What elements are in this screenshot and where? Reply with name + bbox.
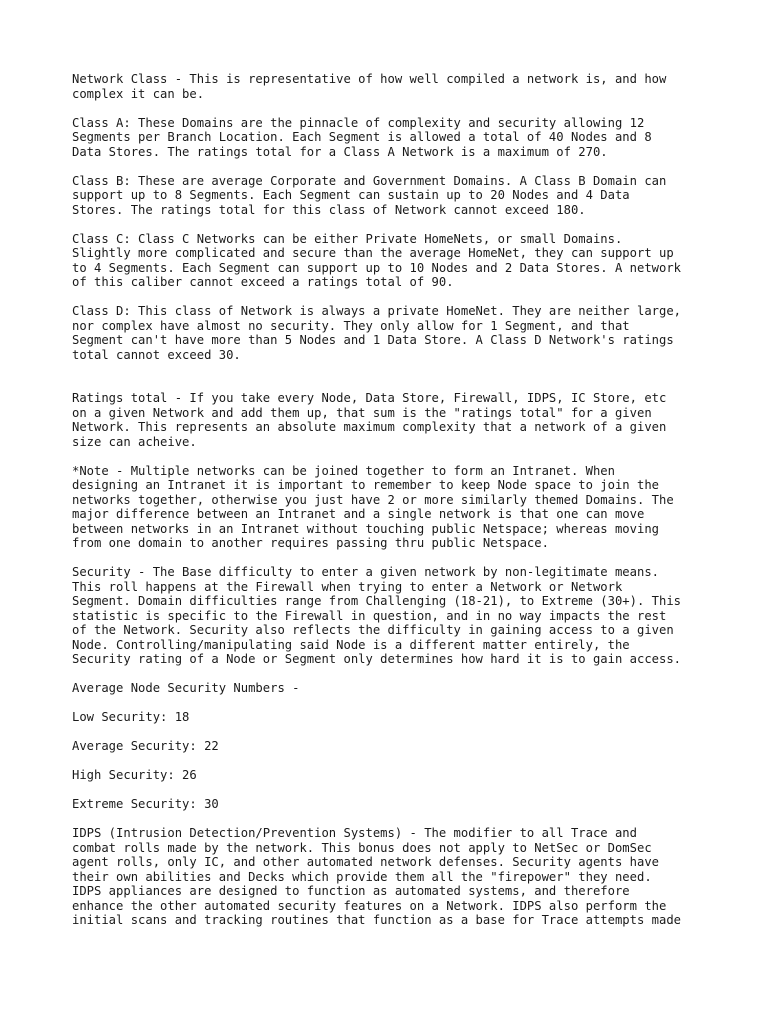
paragraph-class-a: Class A: These Domains are the pinnacle of complexity and security allowing 12 Segments per Branch Location. Each Segment is allowed a total of 40 Nodes and 8 Data Stores. The ratings total for a Class A Network is a maximum of 270. [72, 115, 652, 159]
paragraph-class-c: Class C: Class C Networks can be either Private HomeNets, or small Domains. Slightly more complicated and secure than the average HomeNet, they can support up to 4 Segments. Each Segment can support up to 10 Nodes and 2 Data Stores. A network of this caliber cannot exceed a ratings total of 90. [72, 231, 682, 289]
paragraph-security: Security - The Base difficulty to enter a given network by non-legitimate means. This roll happens at the Firewall when trying to enter a Network or Network Segment. Domain difficulties range from Challenging (18-21), to Extreme (30+). This statistic is specific to the Firewall in question, and in no way impacts the rest of the Network. Security also reflects the difficulty in gaining access to a given Node. Controlling/manipulating said Node is a different matter entirely, the Security rating of a Node or Segment only determines how hard it is to gain access. [72, 565, 682, 666]
paragraph-average-security: Average Security: 22 [72, 739, 219, 753]
paragraph-idps: IDPS (Intrusion Detection/Prevention Systems) - The modifier to all Trace and combat rolls made by the network. This bonus does not apply to NetSec or DomSec agent rolls, only IC, and other automated network defenses. Security agents have their own abilities and Decks which provide them all the "firepower" they need. IDPS appliances are designed to function as automated systems, and therefore enhance the other automated security features on a Network. IDPS also perform the initial scans and tracking routines that function as a base for Trace attempts made [72, 826, 682, 927]
paragraph-extreme-security: Extreme Security: 30 [72, 797, 219, 811]
paragraph-high-security: High Security: 26 [72, 768, 197, 782]
paragraph-average-node-security: Average Node Security Numbers - [72, 681, 300, 695]
paragraph-class-d: Class D: This class of Network is always a private HomeNet. They are neither large, nor complex have almost no security. They only allow for 1 Segment, and that Segment can't have more than 5 Nodes and 1 Data Store. A Class D Network's ratings total cannot exceed 30. [72, 304, 682, 362]
paragraph-network-class: Network Class - This is representative of how well compiled a network is, and how complex it can be. [72, 72, 667, 101]
paragraph-class-b: Class B: These are average Corporate and Government Domains. A Class B Domain can support up to 8 Segments. Each Segment can sustain up to 20 Nodes and 4 Data Stores. The ratings total for this class of Network cannot exceed 180. [72, 173, 667, 217]
paragraph-low-security: Low Security: 18 [72, 710, 190, 724]
document-page [72, 72, 712, 942]
paragraph-ratings-total: Ratings total - If you take every Node, Data Store, Firewall, IDPS, IC Store, etc on a given Network and add them up, that sum is the "ratings total" for a given Network. This represents an absolute maximum complexity that a network of a given size can acheive. [72, 391, 667, 449]
paragraph-note-intranet: *Note - Multiple networks can be joined together to form an Intranet. When designing an Intranet it is important to remember to keep Node space to join the networks together, otherwise you just have 2 or more similarly themed Domains. The major difference between an Intranet and a single network is that one can move between networks in an Intranet without touching public Netspace; whereas moving from one domain to another requires passing thru public Netspace. [72, 463, 674, 550]
